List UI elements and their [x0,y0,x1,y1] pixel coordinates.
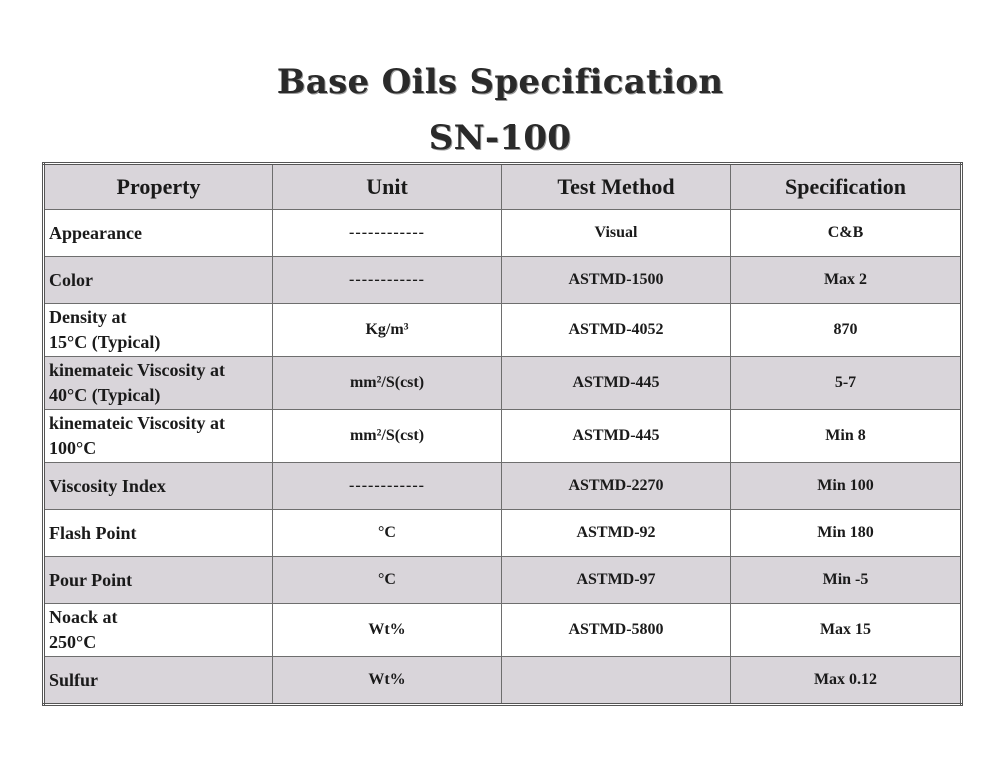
header-specification: Specification [731,164,962,210]
property-line-2: 40°C (Typical) [49,385,161,405]
property-line-1: Viscosity Index [49,475,166,496]
method-cell [502,657,731,705]
property-cell [44,357,273,410]
property-cell [44,304,273,357]
property-line-1: Noack at [49,607,118,627]
property-cell [44,463,273,510]
property-cell [44,557,273,604]
table-row [44,557,962,604]
unit-cell: ------------ [273,210,502,257]
spec-cell: Min 8 [731,410,962,463]
unit-cell: °C [273,510,502,557]
property-cell [44,257,273,304]
unit-cell: °C [273,557,502,604]
spec-cell: 5-7 [731,357,962,410]
property-cell [44,210,273,257]
page-title: Base Oils Specification [276,62,724,102]
property-line-2: 15°C (Typical) [49,332,161,352]
method-cell: ASTMD-445 [502,357,731,410]
property-line-1: Pour Point [49,569,133,590]
property-cell [44,510,273,557]
property-line-1: kinemateic Viscosity at [49,413,225,433]
page-subtitle: SN-100 [428,118,572,158]
spec-cell: Min 180 [731,510,962,557]
property-line-1: Color [49,269,93,290]
table-row [44,657,962,705]
method-cell: ASTMD-445 [502,410,731,463]
method-cell: ASTMD-5800 [502,604,731,657]
spec-cell: Max 15 [731,604,962,657]
unit-cell: mm²/S(cst) [273,410,502,463]
table-row [44,357,962,410]
spec-cell: 870 [731,304,962,357]
method-cell: ASTMD-92 [502,510,731,557]
unit-cell: ------------ [273,257,502,304]
method-cell: ASTMD-2270 [502,463,731,510]
table-row [44,604,962,657]
table-row [44,210,962,257]
method-cell: Visual [502,210,731,257]
unit-cell: Kg/m³ [273,304,502,357]
header-unit: Unit [273,164,502,210]
table-row [44,304,962,357]
spec-cell: Min -5 [731,557,962,604]
unit-cell: Wt% [273,604,502,657]
property-cell [44,657,273,705]
property-line-1: Density at [49,307,127,327]
table-row [44,463,962,510]
property-cell [44,410,273,463]
property-line-1: Sulfur [49,669,99,690]
unit-cell: Wt% [273,657,502,705]
property-line-1: kinemateic Viscosity at [49,360,225,380]
spec-table [42,162,963,706]
property-cell [44,604,273,657]
header-test-method: Test Method [502,164,731,210]
spec-cell: Min 100 [731,463,962,510]
property-line-1: Flash Point [49,522,137,543]
property-line-2: 100°C [49,438,97,458]
unit-cell: ------------ [273,463,502,510]
method-cell: ASTMD-4052 [502,304,731,357]
spec-cell: Max 0.12 [731,657,962,705]
unit-cell: mm²/S(cst) [273,357,502,410]
method-cell: ASTMD-97 [502,557,731,604]
table-header-row [44,164,962,210]
table-row [44,510,962,557]
header-property: Property [44,164,273,210]
method-cell: ASTMD-1500 [502,257,731,304]
table-row [44,410,962,463]
property-line-1: Appearance [49,222,142,243]
table-row [44,257,962,304]
spec-cell: C&B [731,210,962,257]
spec-cell: Max 2 [731,257,962,304]
property-line-2: 250°C [49,632,97,652]
